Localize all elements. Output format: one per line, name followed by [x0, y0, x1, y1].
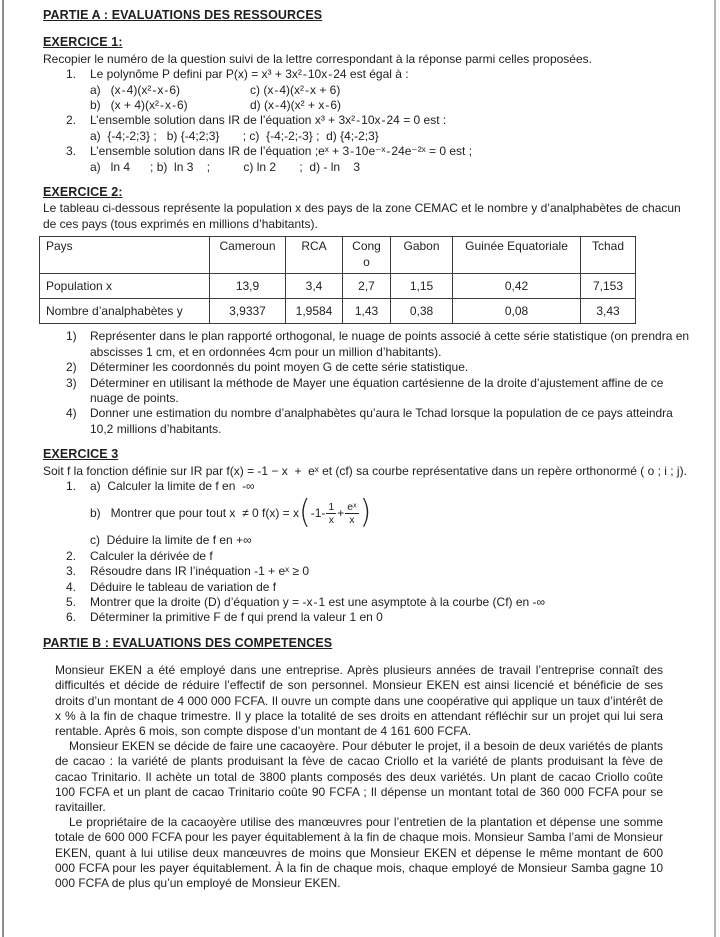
sub-question-a: a) Calculer la limite de f en -∞ [90, 478, 255, 493]
ex1-question-1 [66, 67, 694, 82]
item-text: Calculer la dérivée de f [90, 548, 213, 563]
cell-value: 0,38 [391, 299, 453, 324]
exercice-2-section [43, 185, 694, 437]
item-number: 6. [66, 610, 77, 625]
option-a: a) (x - 4)(x² - x - 6) [90, 82, 180, 97]
option-b: b) (x + 4)(x² - x - 6) [90, 98, 188, 113]
ex2-item-2 [66, 360, 694, 375]
item-text: Déterminer les coordonnés du point moyen G de cette série statistique. [90, 360, 469, 375]
ex3-item-4 [66, 580, 694, 595]
col-header-pays: Pays [40, 237, 210, 274]
option-c: c) (x - 4)(x² - x + 6) [250, 82, 341, 97]
question-number: 2. [66, 113, 77, 128]
part-b-title: PARTIE B : EVALUATIONS DES COMPETENCES [43, 635, 333, 650]
exercice-3-title: EXERCICE 3 [43, 447, 119, 462]
ex2-item-4 [66, 406, 694, 437]
ex3-item-6 [66, 610, 694, 625]
table-header-row [40, 237, 636, 274]
ex2-item-3 [66, 376, 694, 407]
option-d: d) (x - 4)(x² + x - 6) [250, 98, 342, 113]
ex3-question-1a [66, 479, 694, 494]
item-text: Déterminer la primitive F de f qui prend la valeur 1 en 0 [90, 610, 383, 625]
item-text: Donner une estimation du nombre d’analphabètes qu’aura le Tchad lorsque la population de ce pays atteindra 10,2 millions d’habitants. [90, 406, 673, 436]
ex1-question-2 [66, 113, 694, 128]
fraction-numerator: 1 [328, 500, 335, 513]
close-paren: ) [359, 493, 372, 532]
item-number: 3. [66, 564, 77, 579]
table-row-population [40, 274, 636, 299]
ex1-q1-options [90, 83, 694, 114]
exercice-1-title: EXERCICE 1: [43, 35, 123, 50]
item-number: 2. [66, 548, 77, 563]
fraction-ex-over-x [345, 501, 358, 526]
fraction-one-over-x [326, 501, 336, 526]
col-header-guinee-equatoriale: Guinée Equatoriale [453, 237, 581, 274]
cell-value: 13,9 [210, 274, 286, 299]
fraction-numerator: eˣ [347, 500, 357, 513]
formula-lead: -1- [310, 505, 326, 520]
exercice-1-section [43, 35, 694, 175]
item-number: 4. [66, 579, 77, 594]
cemac-population-table [39, 236, 636, 324]
cell-value: 1,43 [343, 299, 391, 324]
part-b-paragraph-3: Le propriétaire de la cacaoyère utilise des manœuvres pour l’entretien de la plantation et dépense une somme totale de 600 000 FCFA pour les payer équitablement à la fin de chaque mois. Monsieur Samba l’ami de Monsieur EKEN, quant à lui utilise deux manœuvres de moins que Monsieur EKEN et dépense le même montant de 600 000 FCFA pour les payer équitablement. À la fin de chaque mois, chaque employé de Monsieur Samba gagne 10 000 FCFA de plus qu’un employé de Monsieur EKEN. [55, 815, 663, 891]
exercice-2-title: EXERCICE 2: [43, 185, 123, 200]
row-label: Nombre d’analphabètes y [40, 299, 210, 324]
part-b-paragraph-1: Monsieur EKEN a été employé dans une entreprise. Après plusieurs années de travail l’entreprise connaît des difficultés et décide de réduire l’effectif de son personnel. Monsieur EKEN est ainsi licencié et bénéficie de ses droits d’un montant de 4 000 000 FCFA. Il ouvre un compte dans une coopérative qui applique un taux d’intérêt de x % à la fin de chaque trimestre. Il y place la totalité de ses droits en attendant réfléchir sur un projet qui lui sera rentable. Après 6 mois, son compte dispose d’un montant de 4 161 600 FCFA. [55, 663, 663, 738]
item-number: 3) [66, 375, 77, 390]
item-text: Déduire le tableau de variation de f [90, 579, 277, 594]
fraction-denominator: x [328, 513, 334, 526]
question-number: 3. [66, 144, 77, 159]
ex1-question-3 [66, 144, 694, 159]
exercice-3-intro: Soit f la fonction définie sur IR par f(x) = -1 − x + eˣ et (cf) sa courbe représentative dans un repère orthonormé ( o ; i ; j). [43, 463, 687, 478]
cell-value: 0,08 [453, 299, 581, 324]
item-text: Représenter dans le plan rapporté orthogonal, le nuage de points associé à cette série statistique (on prendra en abscisses 1 cm, et en ordonnées 4cm pour un million d’habitants). [90, 329, 690, 359]
item-number: 2) [66, 360, 77, 375]
cell-value: 2,7 [343, 274, 391, 299]
col-header-rca: RCA [286, 237, 343, 274]
item-number: 4) [66, 406, 77, 421]
open-paren: ( [299, 493, 311, 532]
item-text: Montrer que la droite (D) d’équation y = -x - 1 est une asymptote à la courbe (Cf) en -∞ [90, 594, 546, 609]
part-a-title: PARTIE A : EVALUATIONS DES RESSOURCES [43, 8, 323, 22]
question-text: L’ensemble solution dans IR de l’équation x³ + 3x² - 10x - 24 = 0 est : [90, 113, 447, 128]
ex3-question-1c: c) Déduire la limite de f en +∞ [90, 533, 252, 548]
cell-value: 3,43 [581, 299, 636, 324]
part-b-paragraph-2: Monsieur EKEN se décide de faire une cacaoyère. Pour débuter le projet, il a besoin de deux variétés de plants de cacao : la variété de plants produisant la fève de cacao Criollo et la variété de plants produisant la fève de cacao Trinitario. Il achète un total de 3800 plants composés des deux variétés. Un plant de cacao Criollo coûte 100 FCFA et un plant de cacao Trinitario coûte 90 FCFA ; Il dépense un montant total de 360 000 FCFA pour se ravitailler. [55, 739, 663, 815]
col-header-tchad: Tchad [581, 237, 636, 274]
question-number: 1. [66, 478, 77, 493]
ex2-item-1 [66, 329, 694, 360]
page-edge-left-line [2, 0, 4, 937]
ex1-q2-options: a) {-4;-2;3} ; b) {-4;2;3} ; c) {-4;-2;-3} ; d) {4;-2;3} [90, 128, 379, 143]
item-text: Résoudre dans IR l’inéquation -1 + eˣ ≥ 0 [90, 564, 309, 579]
cell-value: 1,9584 [286, 299, 343, 324]
ex1-q3-options: a) ln 4 ; b) ln 3 ; c) ln 2 ; d) - ln 3 [90, 159, 361, 174]
exercice-1-intro: Recopier le numéro de la question suivi de la lettre correspondant à la réponse parmi celles proposées. [43, 51, 592, 66]
ex3-item-2 [66, 549, 694, 564]
sub-question-b-text: b) Montrer que pour tout x ≠ 0 f(x) = x [90, 505, 300, 520]
col-header-cameroun: Cameroun [210, 237, 286, 274]
ex3-item-3 [66, 564, 694, 579]
fraction-denominator: x [349, 513, 355, 526]
table-row-analphabetes [40, 299, 636, 324]
page-edge-right-line [714, 0, 716, 937]
cell-value: 7,153 [581, 274, 636, 299]
item-number: 1) [66, 329, 77, 344]
item-text: Déterminer en utilisant la méthode de Mayer une équation cartésienne de la droite d’ajustement affine de ce nuage de points. [90, 375, 664, 405]
exercice-2-intro: Le tableau ci-dessous représente la population x des pays de la zone CEMAC et le nombre y d’analphabètes de chacun de ces pays (tous exprimés en millions d’habitants). [43, 201, 681, 231]
cell-value: 3,9337 [210, 299, 286, 324]
row-label: Population x [40, 274, 210, 299]
question-text: Le polynôme P defini par P(x) = x³ + 3x² - 10x - 24 est égal à : [90, 67, 409, 82]
cell-value: 3,4 [286, 274, 343, 299]
part-b-body [43, 663, 694, 891]
question-number: 1. [66, 67, 77, 82]
question-text: L’ensemble solution dans IR de l’équation ;eˣ + 3 - 10e⁻ˣ - 24e⁻²ˣ = 0 est ; [90, 144, 473, 159]
col-header-gabon: Gabon [391, 237, 453, 274]
cell-value: 1,15 [391, 274, 453, 299]
cell-value: 0,42 [453, 274, 581, 299]
ex3-item-5 [66, 595, 694, 610]
col-header-congo: Congo [343, 237, 391, 274]
item-number: 5. [66, 594, 77, 609]
plus-sign: + [337, 505, 345, 520]
exercice-3-section [43, 447, 694, 626]
ex3-question-1b-formula [90, 493, 694, 532]
